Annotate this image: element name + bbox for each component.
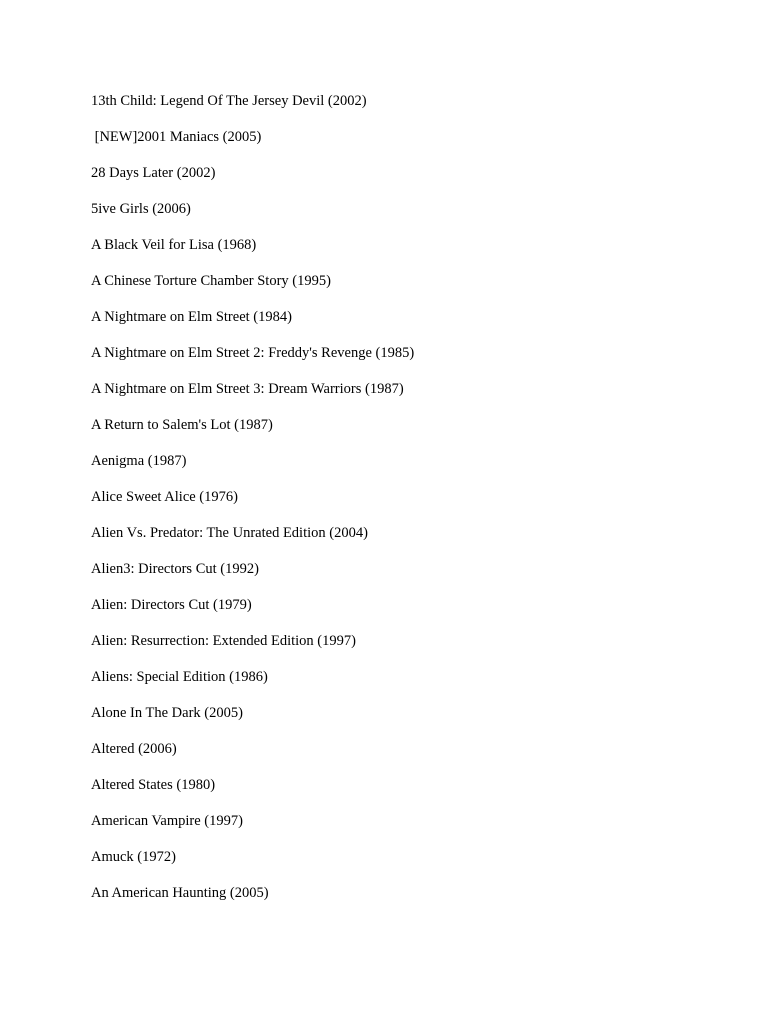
list-item: Alien3: Directors Cut (1992) [91, 561, 259, 577]
list-item: A Return to Salem's Lot (1987) [91, 417, 273, 433]
list-item: 13th Child: Legend Of The Jersey Devil (2002) [91, 93, 367, 109]
list-item: Alice Sweet Alice (1976) [91, 489, 238, 505]
list-item: Aliens: Special Edition (1986) [91, 669, 268, 685]
list-item: American Vampire (1997) [91, 813, 243, 829]
list-item: Altered (2006) [91, 741, 177, 757]
list-item: Altered States (1980) [91, 777, 216, 793]
film-list [91, 92, 414, 920]
list-item: Alien: Resurrection: Extended Edition (1997) [91, 633, 356, 649]
list-item: An American Haunting (2005) [91, 885, 269, 901]
list-item: Alone In The Dark (2005) [91, 705, 243, 721]
list-item: A Chinese Torture Chamber Story (1995) [91, 273, 331, 289]
list-item: [NEW]2001 Maniacs (2005) [91, 129, 262, 145]
list-item: A Nightmare on Elm Street (1984) [91, 309, 292, 325]
list-item: Aenigma (1987) [91, 453, 187, 469]
list-item: A Nightmare on Elm Street 2: Freddy's Revenge (1985) [91, 345, 415, 361]
list-item: Alien Vs. Predator: The Unrated Edition (2004) [91, 525, 368, 541]
list-item: A Black Veil for Lisa (1968) [91, 237, 257, 253]
list-item: A Nightmare on Elm Street 3: Dream Warriors (1987) [91, 381, 404, 397]
list-item: 5ive Girls (2006) [91, 201, 191, 217]
list-item: 28 Days Later (2002) [91, 165, 216, 181]
list-item: Alien: Directors Cut (1979) [91, 597, 252, 613]
list-item: Amuck (1972) [91, 849, 176, 865]
